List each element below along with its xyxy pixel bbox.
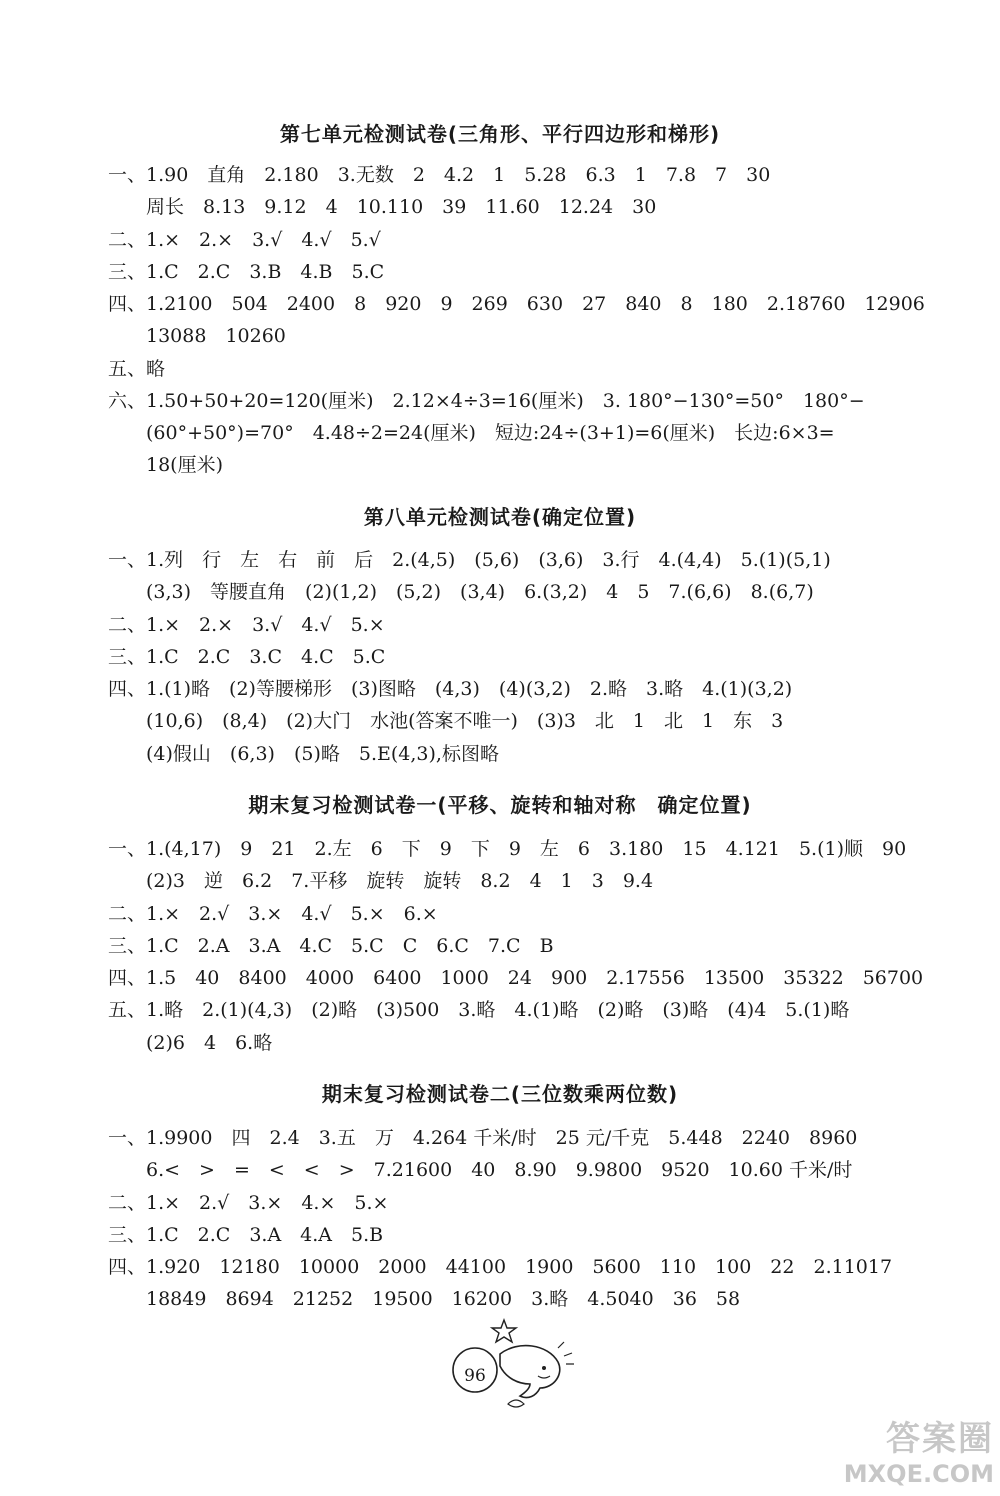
answer-line: 一、1.(4,17) 9 21 2.左 6 下 9 下 9 左 6 3.180 15 4.121 5.(1)顺 90 <box>108 838 907 860</box>
answer-line: 四、1.920 12180 10000 2000 44100 1900 5600 110 100 22 2.11017 <box>108 1256 893 1278</box>
answer-line: 二、1.× 2.× 3.√ 4.√ 5.× <box>108 614 385 636</box>
section-title-unit7: 第七单元检测试卷(三角形、平行四边形和梯形) <box>279 122 721 146</box>
watermark-url: MXQE.COM <box>843 1460 994 1488</box>
answer-line: (2)3 逆 6.2 7.平移 旋转 旋转 8.2 4 1 3 9.4 <box>108 870 654 892</box>
answer-line: 18849 8694 21252 19500 16200 3.略 4.5040 36 58 <box>108 1288 741 1310</box>
answer-line: 四、1.5 40 8400 4000 6400 1000 24 900 2.17556 13500 35322 56700 <box>108 967 924 989</box>
answer-line: 六、1.50+50+20=120(厘米) 2.12×4÷3=16(厘米) 3. 180°−130°=50° 180°− <box>108 390 865 412</box>
page-number: 96 <box>464 1366 486 1386</box>
watermark <box>844 1411 994 1488</box>
watermark-brand: 答案圈 <box>886 1419 994 1459</box>
section-title-unit8: 第八单元检测试卷(确定位置) <box>363 505 637 529</box>
answer-line: 二、1.× 2.√ 3.× 4.× 5.× <box>108 1192 389 1214</box>
answer-line: (4)假山 (6,3) (5)略 5.E(4,3),标图略 <box>108 743 499 765</box>
section-title-final-review-1: 期末复习检测试卷一(平移、旋转和轴对称 确定位置) <box>248 793 752 817</box>
answer-line: 18(厘米) <box>108 454 224 476</box>
answer-line: 四、1.(1)略 (2)等腰梯形 (3)图略 (4,3) (4)(3,2) 2.略 3.略 4.(1)(3,2) <box>108 678 793 700</box>
answer-line: 三、1.C 2.C 3.B 4.B 5.C <box>108 261 385 283</box>
answer-line: 二、1.× 2.√ 3.× 4.√ 5.× 6.× <box>108 903 438 925</box>
answer-line: 五、略 <box>108 358 166 380</box>
answer-line: 四、1.2100 504 2400 8 920 9 269 630 27 840 8 180 2.18760 12906 <box>108 293 925 315</box>
answer-line: 三、1.C 2.A 3.A 4.C 5.C C 6.C 7.C B <box>108 935 554 957</box>
answer-line: 三、1.C 2.C 3.A 4.A 5.B <box>108 1224 384 1246</box>
answer-line: 13088 10260 <box>108 325 286 347</box>
answer-line: 周长 8.13 9.12 4 10.110 39 11.60 12.24 30 <box>108 196 657 218</box>
answer-line: 6.< > = < < > 7.21600 40 8.90 9.9800 9520 10.60 千米/时 <box>108 1159 853 1181</box>
answer-line: (3,3) 等腰直角 (2)(1,2) (5,2) (3,4) 6.(3,2) 4 5 7.(6,6) 8.(6,7) <box>108 581 814 603</box>
answer-line: 一、1.列 行 左 右 前 后 2.(4,5) (5,6) (3,6) 3.行 4.(4,4) 5.(1)(5,1) <box>108 549 831 571</box>
answer-line: (60°+50°)=70° 4.48÷2=24(厘米) 短边:24÷(3+1)=6(厘米) 长边:6×3= <box>108 422 835 444</box>
answer-line: 一、1.9900 四 2.4 3.五 万 4.264 千米/时 25 元/千克 5.448 2240 8960 <box>108 1127 858 1149</box>
answer-line: 三、1.C 2.C 3.C 4.C 5.C <box>108 646 386 668</box>
answer-line: (10,6) (8,4) (2)大门 水池(答案不唯一) (3)3 北 1 北 1 东 3 <box>108 710 784 732</box>
section-title-final-review-2: 期末复习检测试卷二(三位数乘两位数) <box>321 1082 679 1106</box>
answer-line: 五、1.略 2.(1)(4,3) (2)略 (3)500 3.略 4.(1)略 (2)略 (3)略 (4)4 5.(1)略 <box>108 999 850 1021</box>
answer-line: 二、1.× 2.× 3.√ 4.√ 5.√ <box>108 229 381 251</box>
answer-line: (2)6 4 6.略 <box>108 1032 273 1054</box>
answer-line: 一、1.90 直角 2.180 3.无数 2 4.2 1 5.28 6.3 1 7.8 7 30 <box>108 164 771 186</box>
